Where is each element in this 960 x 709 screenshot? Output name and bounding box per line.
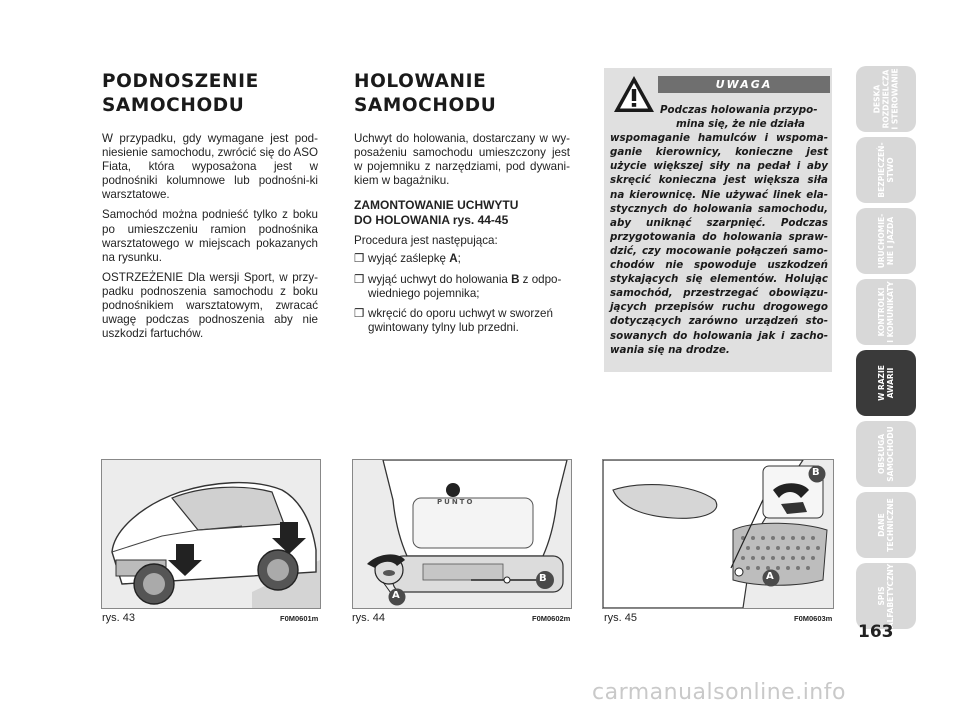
- car-side-illustration: [102, 460, 320, 608]
- watermark: carmanualsonline.info: [592, 680, 846, 705]
- item-text: ;: [457, 252, 461, 266]
- tab-label-line: I KOMUNIKATY: [886, 281, 895, 343]
- label-b: B: [539, 573, 547, 584]
- car-front-illustration: [603, 460, 833, 608]
- page-number: 163: [858, 622, 894, 642]
- figure-lifting-points: [101, 459, 321, 609]
- paragraph: W przypadku, gdy wymagane jest pod-niesienie samochodu, zwrócić się do ASO Fiata, która wyposażona jest w podnośniki kolumnowe lub podnośni-ki warsztatowe.: [102, 132, 318, 202]
- tab-label: [877, 142, 895, 197]
- title-line: PODNOSZENIE: [102, 71, 259, 92]
- section-title-towing: [354, 70, 570, 118]
- tab-label-line: ALFABETYCZNY: [886, 563, 895, 629]
- tab-label: [877, 281, 895, 342]
- warning-body: wspomaganie hamulców i wspoma-ganie kierownicy, konieczne jest użycie większej siły na pedał i aby skręcić konieczna jest większa siła na kierownicę. Nie używać linek ela-stycznych do holowania samochodu, aby uniknąć szarpnięć. Podczas przygotowania do holowania spraw-dzić, czy mocowanie połączeń samo-chodów nie spowoduje uszkodzeń stykających się elementów. Holując samochód, przestrzegać obowiązu-jących przepisów ruchu drogowego dotyczących zarówno urządzeń sto-sowanych do holowania jak i zacho-wania się na drodze.: [610, 132, 828, 356]
- tab-label-line: STWO: [886, 157, 895, 183]
- title-line: SAMOCHODU: [102, 95, 245, 116]
- section-title-lifting: [102, 70, 318, 118]
- subtitle-line: ZAMONTOWANIE UCHWYTU: [354, 198, 519, 213]
- paragraph: Uchwyt do holowania, dostarczany w wy-posażeniu samochodu umieszczony jest w pojemniku z narzędziami, pod dywani-kiem w bagażniku.: [354, 132, 570, 188]
- warning-text: [610, 103, 828, 357]
- tab-w-razie-awarii[interactable]: [856, 350, 916, 416]
- item-text: wkręcić do oporu uchwyt w sworzeń gwintowany tylny lub przedni.: [368, 306, 553, 334]
- list-item: [354, 252, 570, 266]
- tab-label-line: URUCHOMIE-: [877, 213, 886, 269]
- tab-spis-alfabetyczny[interactable]: [856, 563, 916, 629]
- tab-bezpieczenstwo[interactable]: [856, 137, 916, 203]
- warning-label: UWAGA: [658, 76, 830, 93]
- tab-label-line: SAMOCHODU: [886, 426, 895, 482]
- list-item: [354, 273, 570, 301]
- tab-label-line: KONTROLKI: [877, 287, 886, 337]
- figure-code: F0M0602m: [532, 614, 571, 623]
- tab-kontrolki-i-komunikaty[interactable]: [856, 279, 916, 345]
- item-ref: B: [511, 272, 520, 286]
- tab-label-line: DESKA: [872, 84, 882, 114]
- checkbox-bullet-icon: ❒: [354, 272, 365, 286]
- tab-label-line: BEZPIECZEŃ-: [877, 142, 886, 198]
- tab-label-line: OBSŁUGA: [877, 433, 886, 475]
- warning-line: mina się, że nie działa: [676, 118, 805, 131]
- tab-obsluga-samochodu[interactable]: [856, 421, 916, 487]
- tab-label: [877, 498, 895, 551]
- tab-label: [877, 365, 895, 401]
- tab-label-line: I STEROWANIE: [890, 68, 900, 130]
- tab-uruchomienie-i-jazda[interactable]: [856, 208, 916, 274]
- label-b: B: [812, 467, 820, 478]
- item-text: z odpo-wiedniego pojemnika;: [368, 272, 562, 300]
- warning-paragraph: OSTRZEŻENIE Dla wersji Sport, w przy-padku podnoszenia samochodu z boku podnośnikiem warsztatowym, zwracać uwagę podczas podnoszenia aby nie uszkodzi fartuchów.: [102, 270, 318, 341]
- tab-label-line: TECHNICZNE: [886, 498, 895, 552]
- tab-label-line: ROZDZIELCZA: [881, 69, 891, 129]
- tab-label: [877, 564, 895, 628]
- tab-label-line: AWARII: [886, 367, 895, 399]
- figure-front-tow-hook: [602, 459, 834, 609]
- procedure-intro: Procedura jest następująca:: [354, 234, 498, 248]
- checkbox-bullet-icon: ❒: [354, 252, 365, 266]
- figure-code: F0M0603m: [794, 614, 833, 623]
- subsection-title: [354, 198, 570, 228]
- tab-label-line: SPIS: [877, 586, 886, 606]
- title-line: HOLOWANIE: [354, 71, 487, 92]
- tab-dane-techniczne[interactable]: [856, 492, 916, 558]
- tab-deska-rozdzielcza[interactable]: [856, 66, 916, 132]
- column-towing: [354, 70, 570, 341]
- paragraph: Samochód można podnieść tylko z boku po umieszczeniu ramion podnośnika warsztatowego w miejscach pokazanych na rysunku.: [102, 208, 318, 264]
- figure-code: F0M0601m: [280, 614, 319, 623]
- warning-box: [604, 68, 832, 372]
- label-a: A: [392, 590, 400, 601]
- tab-label: [873, 68, 900, 129]
- tab-label-line: DANE: [877, 513, 886, 537]
- tab-label: [877, 426, 895, 482]
- label-a: A: [766, 571, 774, 582]
- title-line: SAMOCHODU: [354, 95, 497, 116]
- brand-badge: PUNTO: [437, 498, 475, 506]
- item-text: wyjąć uchwyt do holowania: [368, 272, 512, 286]
- column-lifting: [102, 70, 318, 347]
- tab-label: [877, 214, 895, 269]
- checkbox-bullet-icon: ❒: [354, 306, 365, 320]
- tab-label-line: W RAZIE: [877, 365, 886, 401]
- item-text: wyjąć zaślepkę: [368, 252, 450, 266]
- figure-caption: rys. 43: [102, 612, 136, 624]
- procedure-list: [354, 252, 570, 334]
- subtitle-line: DO HOLOWANIA rys. 44-45: [354, 213, 509, 228]
- warning-line: Podczas holowania przypo-: [660, 104, 818, 116]
- item-ref: A: [449, 252, 458, 266]
- figure-caption: rys. 45: [604, 612, 638, 624]
- figure-caption: rys. 44: [352, 612, 386, 624]
- figure-rear-tow-hook: [352, 459, 572, 609]
- list-item: [354, 307, 570, 335]
- tab-label-line: NIE I JAZDA: [886, 216, 895, 266]
- car-rear-illustration: [353, 460, 571, 608]
